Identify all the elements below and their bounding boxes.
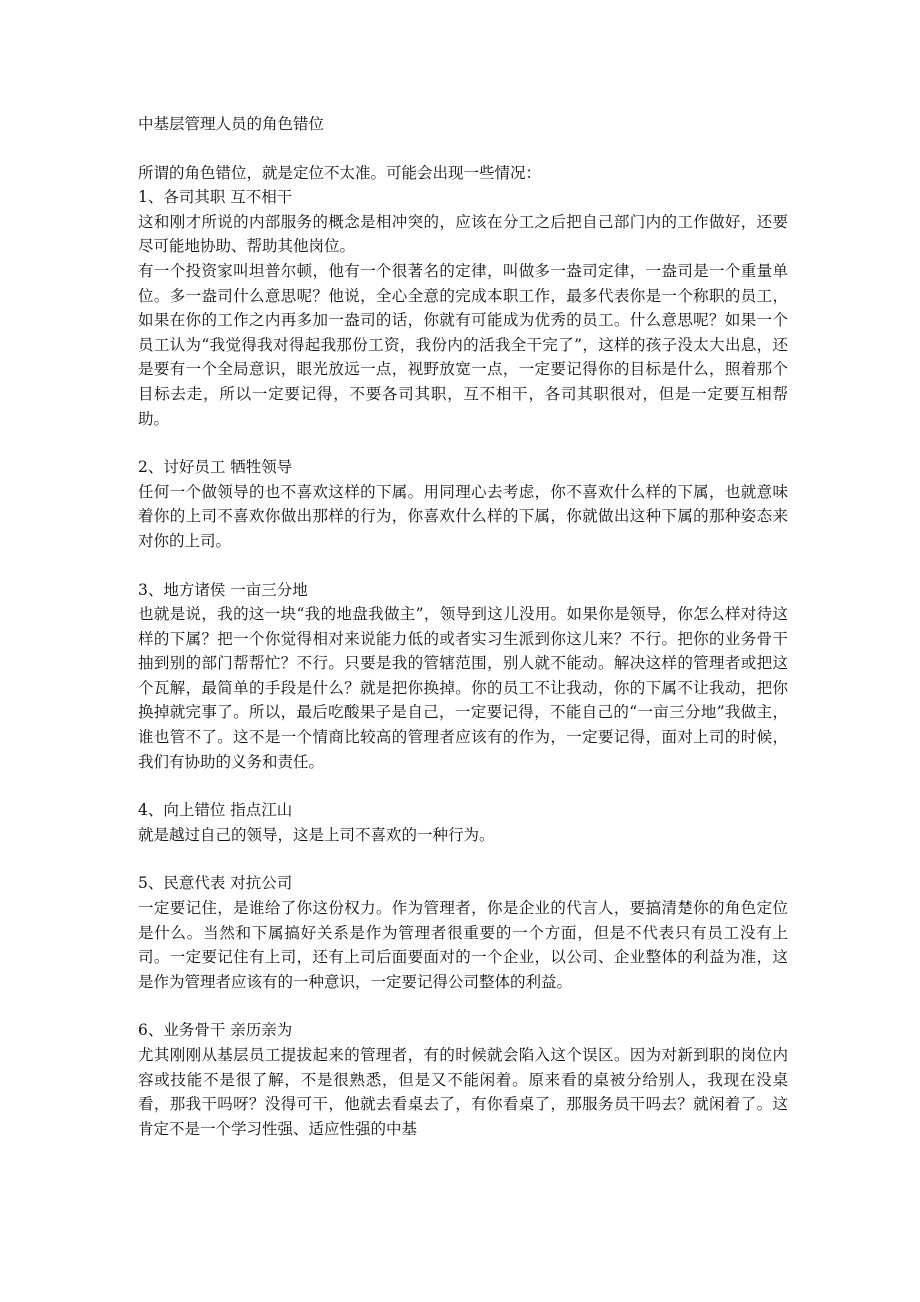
section-heading: 2、讨好员工 牺牲领导 (138, 458, 293, 477)
section-paragraph: 任何一个做领导的也不喜欢这样的下属。用同理心去考虑，你不喜欢什么样的下属，也就意味着你的上司不喜欢你做出那样的行为，你喜欢什么样的下属，你就做出这种下属的那种姿态来对你的上司。 (138, 482, 788, 550)
section-3 (138, 578, 788, 775)
paragraph-gap (138, 847, 788, 871)
section-1 (138, 185, 788, 431)
paragraph-gap (138, 554, 788, 578)
document-title: 中基层管理人员的角色错位 (138, 115, 325, 133)
section-paragraph: 这和刚才所说的内部服务的概念是相冲突的，应该在分工之后把自己部门内的工作做好，还要尽可能地协助、帮助其他岗位。 (138, 212, 788, 256)
section-6 (138, 1018, 788, 1141)
section-2 (138, 455, 788, 553)
paragraph-gap (138, 994, 788, 1018)
section-5 (138, 871, 788, 994)
section-4 (138, 798, 788, 847)
section-heading: 5、民意代表 对抗公司 (138, 874, 293, 893)
section-paragraph: 也就是说，我的这一块“我的地盘我做主”，领导到这儿没用。如果你是领导，你怎么样对待这样的下属？把一个你觉得相对来说能力低的或者实习生派到你这儿来？不行。把你的业务骨干抽到别的部门帮帮忙？不行。只要是我的管辖范围，别人就不能动。解决这样的管理者或把这个瓦解，最简单的手段是什么？就是把你换掉。你的员工不让我动，你的下属不让我动，把你换掉就完事了。所以，最后吃酸果子是自己，一定要记得，不能自己的“一亩三分地”我做主，谁也管不了。这不是一个情商比较高的管理者应该有的作为，一定要记得，面对上司的时候，我们有协助的义务和责任。 (138, 605, 788, 771)
section-heading: 4、向上错位 指点江山 (138, 801, 293, 820)
document-page (138, 112, 788, 1141)
section-paragraph: 就是越过自己的领导，这是上司不喜欢的一种行为。 (138, 825, 495, 844)
section-paragraph: 尤其刚刚从基层员工提拔起来的管理者，有的时候就会陷入这个误区。因为对新到职的岗位内容或技能不是很了解，不是很熟悉，但是又不能闲着。原来看的桌被分给别人，我现在没桌看，那我干吗呀？没得可干，他就去看桌去了，有你看桌了，那服务员干吗去？就闲着了。这肯定不是一个学习性强、适应性强的中基 (138, 1046, 788, 1138)
section-heading: 6、业务骨干 亲历亲为 (138, 1021, 293, 1040)
section-paragraph: 有一个投资家叫坦普尔顿，他有一个很著名的定律，叫做多一盎司定律，一盎司是一个重量单位。多一盎司什么意思呢？他说，全心全意的完成本职工作，最多代表你是一个称职的员工，如果在你的工作之内再多加一盎司的话，你就有可能成为优秀的员工。什么意思呢？如果一个员工认为“我觉得我对得起我那份工资，我份内的活我全干完了”，这样的孩子没太大出息，还是要有一个全局意识，眼光放远一点，视野放宽一点，一定要记得你的目标是什么，照着那个目标去走，所以一定要记得，不要各司其职，互不相干，各司其职很对，但是一定要互相帮助。 (138, 261, 788, 428)
paragraph-gap (138, 774, 788, 798)
paragraph-gap (138, 431, 788, 455)
intro-paragraph: 所谓的角色错位，就是定位不太准。可能会出现一些情况： (138, 163, 542, 182)
section-paragraph: 一定要记住，是谁给了你这份权力。作为管理者，你是企业的代言人，要搞清楚你的角色定位是什么。当然和下属搞好关系是作为管理者很重要的一个方面，但是不代表只有员工没有上司。一定要记住有上司，还有上司后面要面对的一个企业，以公司、企业整体的利益为准，这是作为管理者应该有的一种意识，一定要记得公司整体的利益。 (138, 899, 788, 991)
section-heading: 1、各司其职 互不相干 (138, 188, 293, 207)
section-heading: 3、地方诸侯 一亩三分地 (138, 580, 308, 599)
